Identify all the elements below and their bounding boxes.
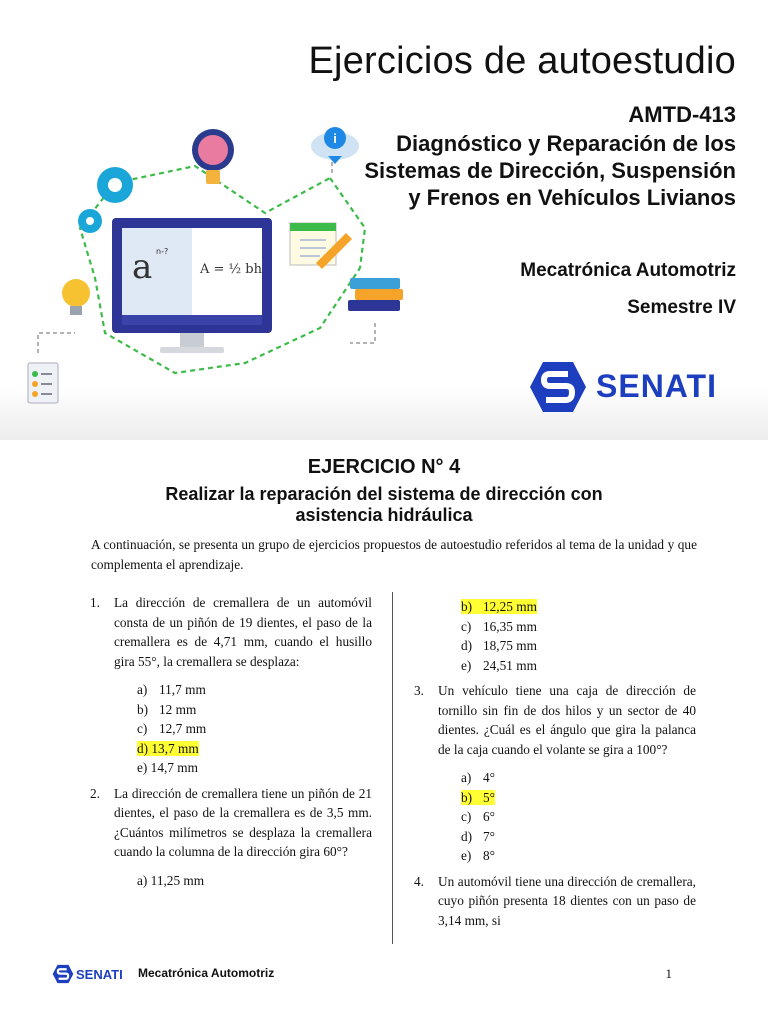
option-e: e) 8° xyxy=(461,848,495,863)
question-text: La dirección de cremallera tiene un piñón de 21 dientes, el paso de la cremallera es de 3,5 mm. ¿Cuántos milímetros se desplaza la cremallera cuando la columna de la dirección gira 60°? xyxy=(114,785,372,859)
question-3-options xyxy=(461,768,696,866)
exercise-title: EJERCICIO N° 4 xyxy=(307,456,461,478)
option-c: c) 12,7 mm xyxy=(137,721,207,736)
footer-career: Mecatrónica Automotriz xyxy=(138,966,275,980)
footer-senati-logo xyxy=(52,964,132,986)
question-2-options-continued xyxy=(461,597,696,675)
option-a: a) 4° xyxy=(461,770,495,785)
question-1-options xyxy=(137,680,372,778)
exercise-subtitle: Realizar la reparación del sistema de dirección con asistencia hidráulica xyxy=(165,484,603,525)
notepad-pencil-icon xyxy=(290,223,352,269)
question-2-options xyxy=(137,871,372,891)
right-column xyxy=(414,597,696,930)
checklist-icon xyxy=(28,363,58,403)
page-number: 1 xyxy=(665,966,672,981)
monitor-icon xyxy=(112,218,272,353)
question-text: Un vehículo tiene una caja de dirección de tornillo sin fin de dos hilos y un sector de 40 dientes. ¿Cuál es el ángulo que gira la palanca de la caja cuando el volante se gira a 100°? xyxy=(438,683,696,757)
senati-logo xyxy=(528,360,728,414)
info-cloud-icon xyxy=(311,127,359,164)
question-2 xyxy=(90,784,372,862)
option-b-highlighted: b) 5° xyxy=(461,789,495,805)
option-c: c) 6° xyxy=(461,809,495,824)
svg-text:A = ½ bh: A = ½ bh xyxy=(200,262,262,277)
books-icon xyxy=(348,278,403,311)
option-e: e) 24,51 mm xyxy=(461,657,537,673)
course-name: Diagnóstico y Reparación de los Sistemas de Dirección, Suspensión y Frenos en Vehículos Livianos xyxy=(364,131,736,210)
lightbulb-icon xyxy=(62,279,90,315)
option-b-highlighted: b) 12,25 mm xyxy=(461,599,537,614)
senati-logo-icon xyxy=(528,360,588,414)
footer-logo-text: SENATI xyxy=(76,967,123,982)
header-banner xyxy=(0,0,768,440)
column-divider xyxy=(392,592,393,944)
question-number: 3. xyxy=(414,683,424,698)
option-c: c) 16,35 mm xyxy=(461,618,537,634)
option-d: d) 18,75 mm xyxy=(461,638,537,653)
intro-paragraph: A continuación, se presenta un grupo de ejercicios propuestos de autoestudio referidos al tema de la unidad y que complementa el aprendizaje. xyxy=(91,537,697,572)
semester-label: Semestre IV xyxy=(627,297,736,318)
question-4 xyxy=(414,872,696,931)
senati-logo-icon xyxy=(52,964,74,984)
option-d: d) 7° xyxy=(461,828,495,844)
question-1 xyxy=(90,593,372,671)
career-label: Mecatrónica Automotriz xyxy=(520,260,736,281)
svg-text:i: i xyxy=(333,131,337,146)
option-a: a) 11,7 mm xyxy=(137,682,206,697)
course-code: AMTD-413 xyxy=(628,102,736,127)
page-title: Ejercicios de autoestudio xyxy=(308,40,736,82)
question-text: La dirección de cremallera de un automóvil consta de un piñón de 19 dientes, el paso de la cremallera es de 4,71 mm, cuando el husillo gira 55°, la cremallera se desplaza: xyxy=(114,595,372,669)
logo-text: SENATI xyxy=(596,368,717,404)
brain-bulb-icon xyxy=(192,129,234,184)
option-d-highlighted: d) 13,7 mm xyxy=(137,740,199,756)
svg-text:n-?: n-? xyxy=(156,247,169,256)
question-3 xyxy=(414,681,696,759)
option-b: b) 12 mm xyxy=(137,701,197,717)
option-e: e) 14,7 mm xyxy=(137,760,198,775)
svg-text:a: a xyxy=(132,247,153,287)
question-number: 2. xyxy=(90,785,100,801)
left-column xyxy=(90,593,372,896)
question-text: Un automóvil tiene una dirección de cremallera, cuyo piñón presenta 18 dientes con un paso de 3,14 mm, si xyxy=(438,873,696,928)
question-number: 1. xyxy=(90,595,100,610)
option-a: a) 11,25 mm xyxy=(137,872,205,888)
question-number: 4. xyxy=(414,873,424,889)
